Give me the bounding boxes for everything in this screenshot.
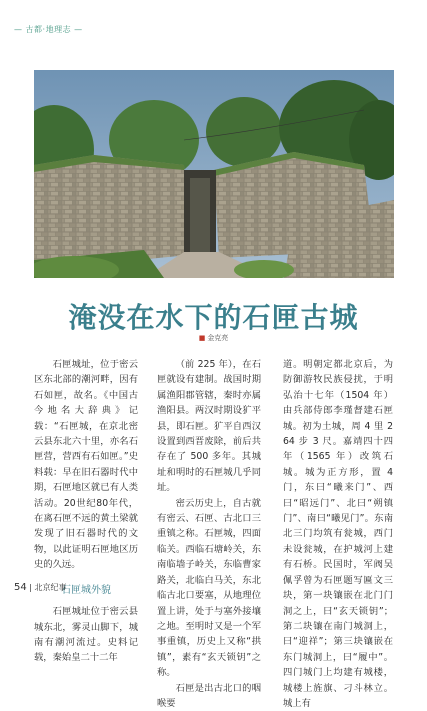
paragraph: 密云历史上，自古就有密云、石匣、古北口三重镇之称。石匣城，四面临关。西临石塘岭关，东南临墙子岭关，东临曹家路关，北临白马关，东北临古北口要塞，从地理位置上讲，处于与塞外接壤之地。至明时又是一个军事重镇，历史上又称“拱镇”，素有“玄天锁钥”之称。 — [157, 497, 261, 679]
page-number: 54 — [14, 582, 27, 593]
article-title: 淹没在水下的石匣古城 — [68, 301, 359, 334]
author-name: 金克亮 — [207, 334, 229, 342]
paragraph: 石匣城址，位于密云区东北部的潮河畔，因有石如匣，故名。《中国古今地名大辞典》记载：“石匣城，在京北密云县东北六十里，亦名石匣营，营西有石如匣。”史料载：早在旧石器时代中期，石匣地区就已有人类活动。20世纪80年代，在离石匣不远的黄土梁就发现了旧石器时代的文物，以此证明石匣地区历史的久远。 — [34, 359, 138, 571]
page-footer — [14, 582, 67, 593]
paragraph: （前 225 年），在石匣就设有建制。战国时期属渔阳郡管辖，秦时亦属渔阳县。两汉时期设犷平县，即石匣。犷平自西汉设置到西晋废除，前后共存在了 500 多年。其城址和明时的石匣城几乎同址。 — [157, 359, 261, 494]
section-subhead: 石匣城外貌 — [61, 584, 111, 596]
section-header: — 古都·地理志 — — [14, 25, 83, 34]
paragraph: 石匣是出古北口的咽喉要 — [157, 682, 261, 709]
paragraph: 石匣城址位于密云县城东北，雾灵山脚下，城南有潮河流过。史料记载，秦始皇二十二年 — [34, 606, 138, 664]
article-photo — [34, 70, 394, 278]
magazine-name: 北京纪事 — [34, 583, 67, 592]
text-column-1 — [34, 357, 138, 666]
text-column-3 — [283, 357, 393, 711]
author-bullet-icon: ■ — [198, 334, 206, 342]
text-column-2 — [157, 357, 261, 711]
footer-separator: | — [26, 583, 35, 592]
paragraph: 道。明朝定都北京后，为防御游牧民族侵扰，于明弘治十七年（1504 年）由兵部侍郎李瑾督建石匣城。初为土城，周 4 里 264 步 3 尺。嘉靖四十四年（1565 年）改筑石城。城为正方形，置 4 门，东曰“曦来门”、西曰“昭远门”、北曰“朔镇门”、南曰“曦见门”。东南北三门均筑有瓮城，西门未设瓮城，在护城河上建有石桥。民国时，军阀吴佩孚曾为石匣题写匾文三块，第一块镶嵌在北门门洞之上，曰“玄天锁钥”；第二块镶在南门城洞上，曰“迎祥”；第三块镶嵌在东门城洞上，曰“履中”。四门城门上均建有城楼，城楼上旌旗、刁斗林立。城上有 — [283, 359, 393, 709]
article-author — [0, 333, 427, 343]
